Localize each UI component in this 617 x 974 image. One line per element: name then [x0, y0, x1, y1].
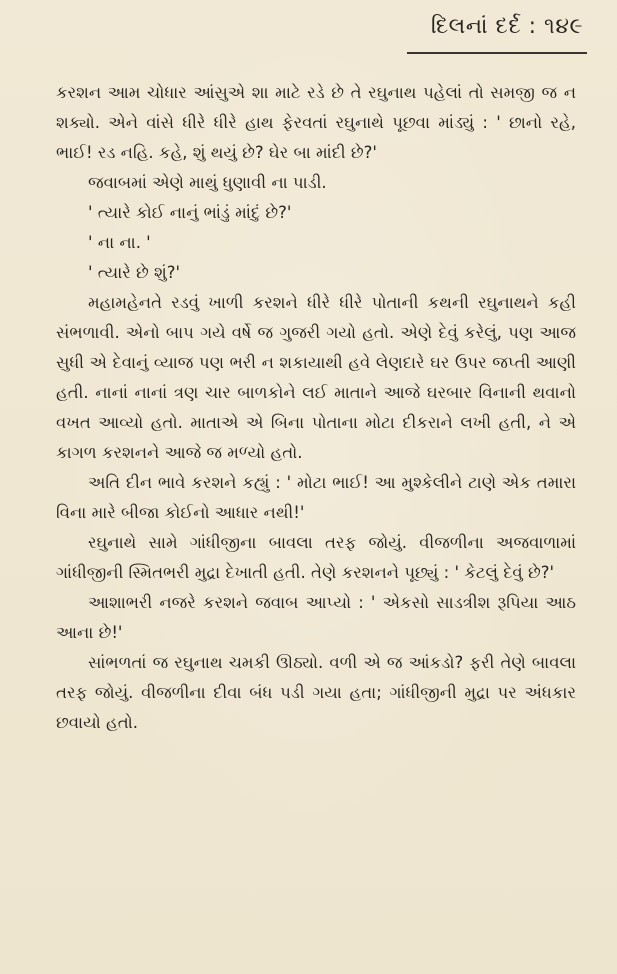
paragraph: સાંભળતાં જ રઘુનાથ ચમકી ઊઠ્યો. વળી એ જ આંકડો? ફરી તેણે બાવલા તરફ જોયું. વીજળીના દીવા બંધ પડી ગયા હતા; ગાંધીજીની મુદ્રા પર અંધકાર છવાયો હતો. — [56, 653, 576, 732]
paragraph: રઘુનાથે સામે ગાંધીજીના બાવલા તરફ જોયું. વીજળીના અજવાળામાં ગાંધીજીની સ્મિતભરી મુદ્રા દેખાતી હતી. તેણે કરશનને પૂછ્યું : ' કેટલું દેવું છે?' — [56, 533, 576, 582]
paragraph: જવાબમાં એણે માથું ધુણાવી ના પાડી. — [88, 173, 327, 192]
running-header: દિલનાં દર્દ : ૧૪૯ — [430, 14, 583, 39]
paragraph: આશાભરી નજરે કરશને જવાબ આપ્યો : ' એકસો સાડત્રીશ રૂપિયા આઠ આના છે!' — [56, 593, 576, 642]
paragraph: મહામહેનતે રડવું ખાળી કરશને ધીરે ધીરે પોતાની કથની રઘુનાથને કહી સંભળાવી. એનો બાપ ગયે વર્ષે જ ગુજરી ગયો હતો. એણે દેવું કરેલું, પણ આજ સુધી એ દેવાનું વ્યાજ પણ ભરી ન શકાયાથી હવે લેણદારે ઘર ઉપર જપ્તી આણી હતી. નાનાં નાનાં ત્રણ ચાર બાળકોને લઈ માતાને આજે ઘરબાર વિનાની થવાનો વખત આવ્યો હતો. માતાએ એ બિના પોતાના મોટા દીકરાને લખી હતી, ને એ કાગળ કરશનને આજે જ મળ્યો હતો. — [56, 293, 576, 462]
paragraph: અતિ દીન ભાવે કરશને કહ્યું : ' મોટા ભાઈ! આ મુશ્કેલીને ટાણે એક તમારા વિના મારે બીજા કોઈનો આધાર નથી!' — [56, 473, 576, 522]
paragraph: કરશન આમ ચોધાર આંસુએ શા માટે રડે છે તે રઘુનાથ પહેલાં તો સમજી જ ન શક્યો. એને વાંસે ધીરે ધીરે હાથ ફેરવતાં રઘુનાથે પૂછવા માંડ્યું : ' છાનો રહે, ભાઈ! રડ નહિ. કહે, શું થયું છે? ઘેર બા માંદી છે?' — [56, 83, 576, 162]
header-divider — [407, 52, 587, 54]
paragraph: ' ના ના. ' — [88, 233, 151, 252]
paragraph: ' ત્યારે કોઈ નાનું ભાંડું માંદું છે?' — [88, 203, 292, 222]
paragraph: ' ત્યારે છે શું?' — [88, 263, 181, 282]
body-text — [56, 78, 576, 738]
